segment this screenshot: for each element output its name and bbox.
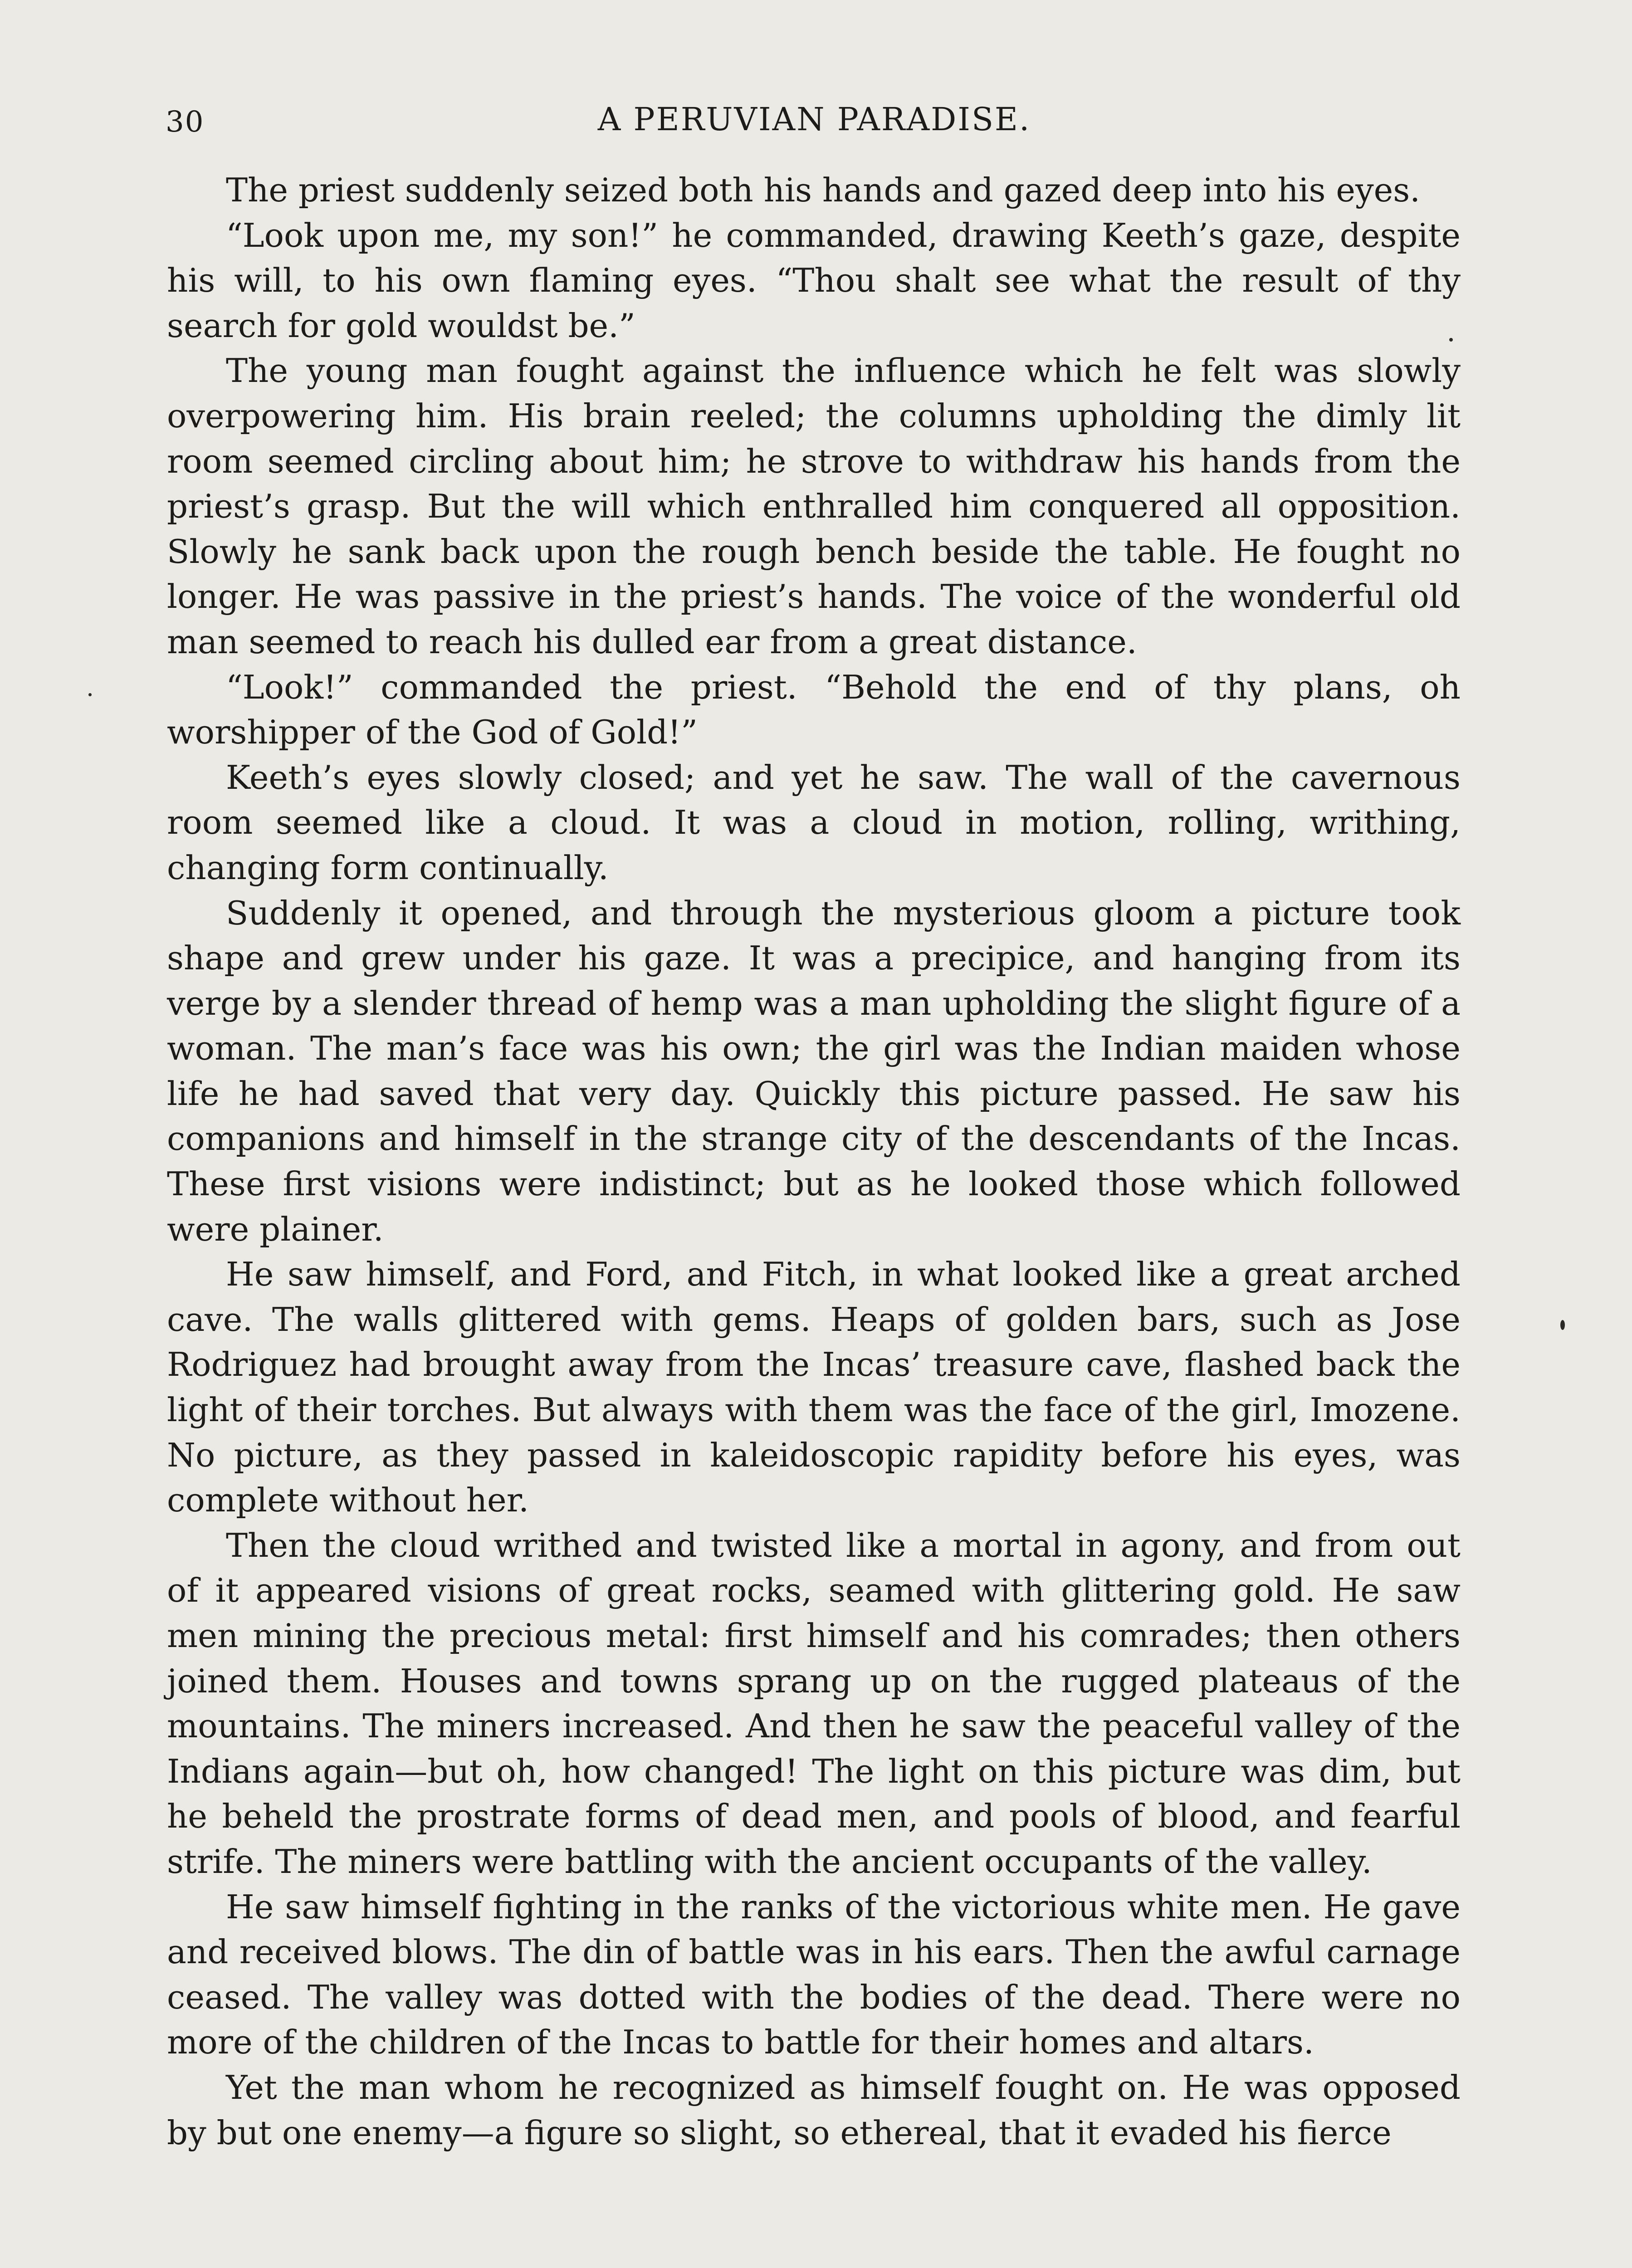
body-text	[167, 168, 1461, 2156]
page-number: 30	[166, 105, 205, 139]
paragraph: The young man fought against the influence which he felt was slowly overpowering him. His brain reeled; the columns upholding the dimly lit room seemed circling about him; he strove to withdraw his hands from the priest’s grasp. But the will which enthralled him conquered all opposition. Slowly he sank back upon the rough bench beside the table. He fought no longer. He was passive in the priest’s hands. The voice of the wonderful old man seemed to reach his dulled ear from a great distance.	[167, 352, 1461, 661]
ink-speck	[88, 693, 92, 696]
paragraph: Keeth’s eyes slowly closed; and yet he saw. The wall of the cavernous room seemed like a cloud. It was a cloud in motion, rolling, writhing, changing form continually.	[167, 758, 1461, 887]
paragraph: He saw himself, and Ford, and Fitch, in what looked like a great arched cave. The walls glittered with gems. Heaps of golden bars, such as Jose Rodriguez had brought away from the Incas’ treasure cave, flashed back the light of their torches. But always with them was the face of the girl, Imozene. No picture, as they passed in kaleidoscopic rapidity before his eyes, was complete without her.	[167, 1255, 1461, 1520]
page-header	[166, 96, 1463, 146]
paragraph: The priest suddenly seized both his hands and gazed deep into his eyes.	[226, 171, 1421, 209]
ink-speck	[1449, 338, 1453, 342]
paragraph: Suddenly it opened, and through the mysterious gloom a picture took shape and grew under his gaze. It was a precipice, and hanging from its verge by a slender thread of hemp was a man upholding the slight figure of a woman. The man’s face was his own; the girl was the Indian maiden whose life he had saved that very day. Quickly this picture passed. He saw his companions and himself in the strange city of the descendants of the Incas. These first visions were indistinct; but as he looked those which followed were plainer.	[167, 894, 1461, 1248]
paragraph: He saw himself fighting in the ranks of the victorious white men. He gave and received blows. The din of battle was in his ears. Then the awful carnage ceased. The valley was dotted with the bodies of the dead. There were no more of the children of the Incas to battle for their homes and altars.	[167, 1887, 1461, 2062]
paragraph: “Look!” commanded the priest. “Behold the end of thy plans, oh worshipper of the God of Gold!”	[167, 668, 1461, 752]
paragraph: “Look upon me, my son!” he commanded, drawing Keeth’s gaze, despite his will, to his own flaming eyes. “Thou shalt see what the result of thy search for gold wouldst be.”	[167, 216, 1461, 345]
ink-speck	[1560, 1320, 1565, 1330]
paragraph: Then the cloud writhed and twisted like a mortal in agony, and from out of it appeared visions of great rocks, seamed with glittering gold. He saw men mining the precious metal: first himself and his comrades; then others joined them. Houses and towns sprang up on the rugged plateaus of the mountains. The miners increased. And then he saw the peaceful valley of the Indians again—but oh, how changed! The light on this picture was dim, but he beheld the prostrate forms of dead men, and pools of blood, and fearful strife. The miners were battling with the ancient occupants of the valley.	[167, 1526, 1461, 1881]
paragraph: Yet the man whom he recognized as himself fought on. He was opposed by but one enemy—a figure so slight, so ethereal, that it evaded his fierce	[167, 2068, 1461, 2152]
running-title: A PERUVIAN PARADISE.	[597, 101, 1031, 138]
